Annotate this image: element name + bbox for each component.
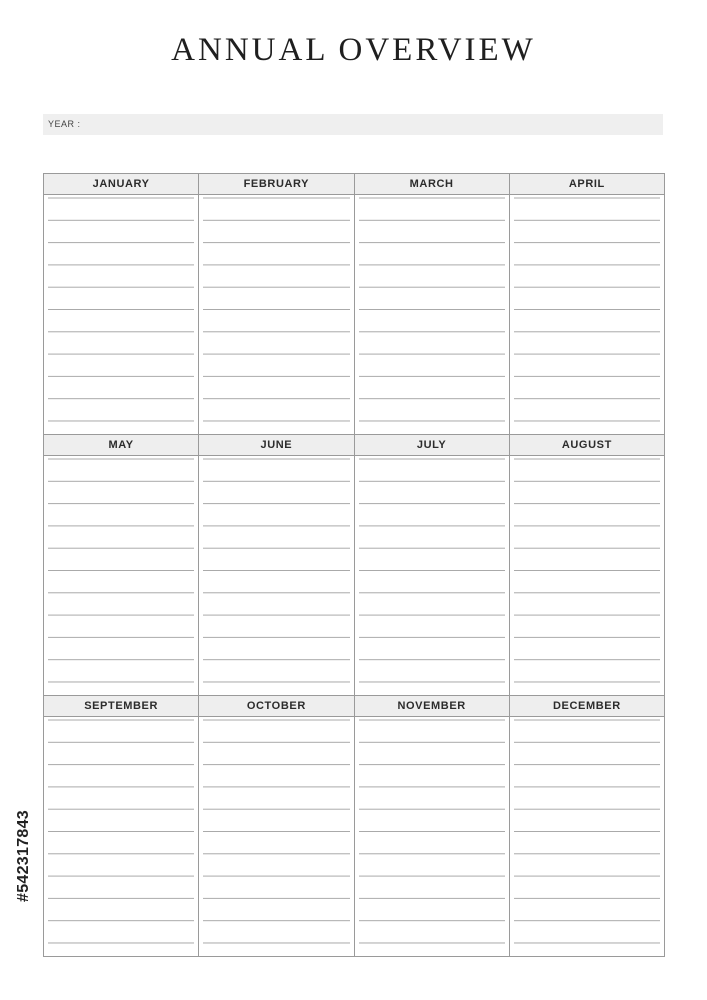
writing-lines[interactable]: [48, 717, 194, 956]
month-box-april: [510, 174, 665, 435]
month-header: JUNE: [199, 435, 353, 456]
month-header: APRIL: [510, 174, 664, 195]
writing-lines[interactable]: [203, 717, 349, 956]
month-header: SEPTEMBER: [44, 696, 198, 717]
writing-lines[interactable]: [48, 195, 194, 434]
writing-lines[interactable]: [203, 195, 349, 434]
month-box-july: [355, 435, 510, 696]
writing-lines[interactable]: [514, 195, 660, 434]
month-header: NOVEMBER: [355, 696, 509, 717]
stock-id-text: #542317843: [15, 810, 32, 902]
month-box-february: [199, 174, 354, 435]
month-header: FEBRUARY: [199, 174, 353, 195]
month-box-december: [510, 696, 665, 957]
writing-lines[interactable]: [203, 456, 349, 695]
month-box-august: [510, 435, 665, 696]
month-header: MAY: [44, 435, 198, 456]
writing-lines[interactable]: [48, 456, 194, 695]
month-box-january: [44, 174, 199, 435]
month-box-september: [44, 696, 199, 957]
month-grid: [43, 173, 665, 957]
year-label: YEAR :: [48, 119, 81, 129]
month-header: JULY: [355, 435, 509, 456]
month-box-november: [355, 696, 510, 957]
month-box-march: [355, 174, 510, 435]
writing-lines[interactable]: [359, 456, 505, 695]
month-box-june: [199, 435, 354, 696]
year-field[interactable]: [43, 114, 663, 135]
month-header: OCTOBER: [199, 696, 353, 717]
writing-lines[interactable]: [359, 195, 505, 434]
stock-id: [14, 764, 34, 949]
writing-lines[interactable]: [514, 456, 660, 695]
page-title: ANNUAL OVERVIEW: [171, 32, 536, 68]
month-header: JANUARY: [44, 174, 198, 195]
writing-lines[interactable]: [514, 717, 660, 956]
month-header: DECEMBER: [510, 696, 664, 717]
month-box-may: [44, 435, 199, 696]
month-box-october: [199, 696, 354, 957]
month-header: AUGUST: [510, 435, 664, 456]
writing-lines[interactable]: [359, 717, 505, 956]
month-header: MARCH: [355, 174, 509, 195]
